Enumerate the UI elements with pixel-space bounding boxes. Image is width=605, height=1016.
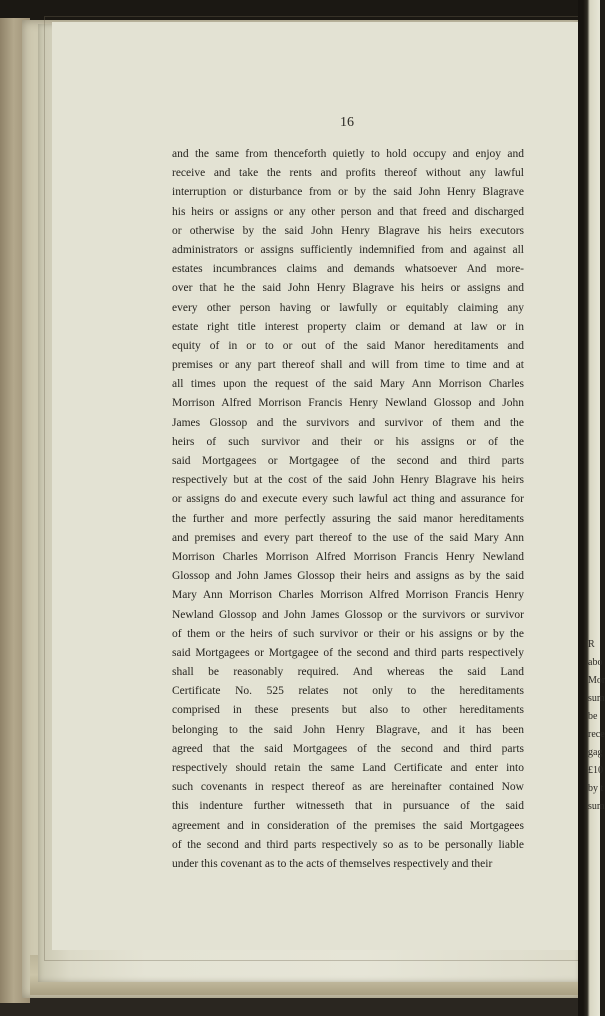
fragment: sum (588, 801, 605, 812)
text-line: said Mortgagees or Mortgagee of the second and third parts respectively (172, 646, 524, 659)
text-line: Glossop and John James Glossop their heirs and assigns as by the said (172, 570, 524, 583)
text-line: or assigns do and execute every such lawful act thing and assurance for (172, 493, 524, 506)
text-line: Newland Glossop and John James Glossop or the survivors or survivor (172, 608, 524, 621)
page-number: 16 (340, 115, 354, 130)
text-line: shall be reasonably required. And whereas the said Land (172, 666, 524, 679)
text-line: his heirs or assigns or any other person and that freed and discharged (172, 205, 524, 218)
text-line: Morrison Charles Morrison Alfred Morrison Francis Henry Newland (172, 550, 524, 563)
text-line: Certificate No. 525 relates not only to the hereditaments (172, 685, 524, 698)
fragment: by t (588, 783, 604, 794)
text-line: estates incumbrances claims and demands whatsoever And more- (172, 263, 524, 276)
fragment: sum (588, 693, 605, 704)
text-line: agreement and in consideration of the premises the said Mortgagees (172, 819, 524, 832)
text-line: and the same from thenceforth quietly to hold occupy and enjoy and (172, 148, 524, 160)
fragment: £10 (588, 765, 603, 776)
text-line: and premises and every part thereof to the use of the said Mary Ann (172, 531, 524, 544)
text-line: all times upon the request of the said Mary Ann Morrison Charles (172, 378, 524, 391)
text-line: every other person having or lawfully or equitably claiming any (172, 301, 524, 314)
adjacent-page-text (588, 636, 605, 816)
text-line: estate right title interest property claim or demand at law or in (172, 320, 524, 333)
text-line: heirs of such survivor and their or his assigns or of the (172, 435, 524, 448)
fragment: abo (588, 657, 603, 668)
text-line: such covenants in respect thereof as are hereinafter contained Now (172, 781, 524, 794)
fragment: R (588, 639, 595, 650)
text-line: premises or any part thereof shall and will from time to time and at (172, 359, 524, 372)
fragment: Mor (588, 675, 605, 686)
fragment: be (588, 711, 598, 722)
text-line: interruption or disturbance from or by the said John Henry Blagrave (172, 186, 524, 199)
body-text (172, 145, 524, 874)
text-line: of them or the heirs of such survivor or their or his assigns or by the (172, 627, 524, 640)
text-line: or otherwise by the said John Henry Blagrave his heirs executors (172, 224, 524, 237)
text-line: this indenture further witnesseth that in pursuance of the said (172, 800, 524, 813)
text-line: respectively should retain the same Land Certificate and enter into (172, 762, 524, 774)
text-line: over that he the said John Henry Blagrave his heirs or assigns and (172, 282, 524, 295)
fragment: gag (588, 747, 603, 758)
text-line: said Mortgagees or Mortgagee of the second and third parts (172, 455, 524, 467)
fragment: rece (588, 729, 605, 740)
text-line: Morrison Alfred Morrison Francis Henry Newland Glossop and John (172, 397, 524, 410)
text-line: equity of in or to or out of the said Manor hereditaments and (172, 339, 524, 352)
text-line: receive and take the rents and profits thereof without any lawful (172, 167, 524, 180)
text-line: comprised in these presents but also to other hereditaments (172, 704, 524, 717)
text-line: agreed that the said Mortgagees of the second and third parts (172, 742, 524, 755)
text-line: respectively but at the cost of the said John Henry Blagrave his heirs (172, 474, 524, 487)
text-line: James Glossop and the survivors and survivor of them and the (172, 416, 524, 429)
text-line: belonging to the said John Henry Blagrave, and it has been (172, 723, 524, 736)
text-line: of the second and third parts respectively so as to be personally liable (172, 838, 524, 851)
text-line: the further and more perfectly assuring the said manor hereditaments (172, 512, 524, 525)
text-line: under this covenant as to the acts of themselves respectively and their (172, 857, 493, 870)
text-line: Mary Ann Morrison Charles Morrison Alfred Morrison Francis Henry (172, 589, 524, 602)
text-line: administrators or assigns sufficiently indemnified from and against all (172, 243, 524, 256)
adjacent-page-edge (583, 0, 605, 1016)
